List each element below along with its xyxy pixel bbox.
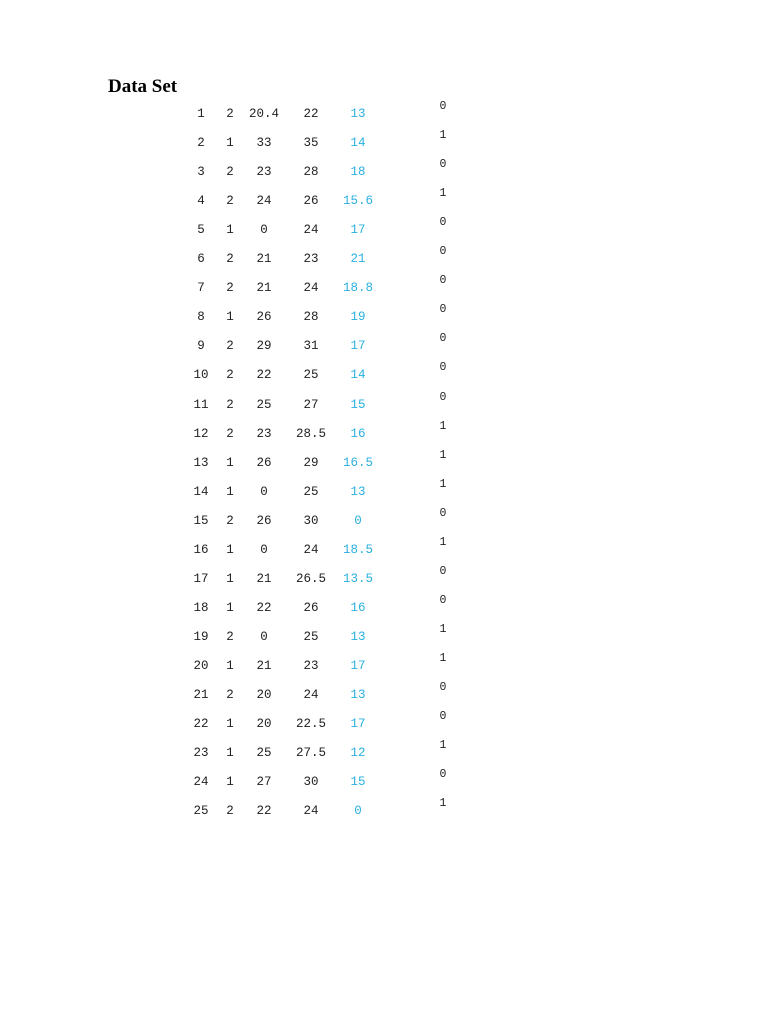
value-c-cell: 25 (303, 629, 319, 644)
value-c-cell: 24 (303, 688, 319, 702)
group-cell: 1 (226, 717, 234, 732)
value-b-cell: 23 (256, 426, 272, 441)
row-number-cell: 15 (193, 513, 209, 528)
highlight-value-cell: 16 (350, 426, 366, 441)
highlight-value-cell: 13 (350, 688, 366, 702)
table-row (0, 361, 768, 397)
value-c-cell: 23 (303, 252, 319, 267)
flag-cell: 1 (439, 477, 447, 491)
table-row (0, 768, 768, 804)
value-c-cell: 23 (303, 658, 319, 673)
group-cell: 2 (226, 194, 234, 209)
table-row (0, 419, 768, 456)
value-b-cell: 0 (260, 542, 268, 557)
value-b-cell: 25 (256, 397, 272, 412)
value-b-cell: 21 (256, 281, 272, 296)
value-b-cell: 22 (256, 368, 272, 383)
group-cell: 1 (226, 658, 234, 673)
table-row (0, 535, 768, 572)
flag-cell: 1 (439, 187, 447, 201)
table-row (0, 448, 768, 485)
group-cell: 1 (226, 746, 234, 761)
value-c-cell: 30 (303, 775, 319, 790)
table-row (0, 274, 768, 310)
table-row (0, 739, 768, 775)
highlight-value-cell: 16 (350, 600, 366, 615)
flag-cell: 1 (439, 448, 447, 462)
value-b-cell: 29 (256, 339, 272, 354)
value-b-cell: 24 (256, 194, 272, 209)
highlight-value-cell: 15 (350, 775, 366, 790)
flag-cell: 0 (439, 100, 447, 113)
group-cell: 2 (226, 165, 234, 180)
flag-cell: 0 (439, 216, 447, 230)
table-row (0, 564, 768, 601)
value-b-cell: 0 (260, 223, 268, 238)
value-b-cell: 22 (256, 600, 272, 615)
flag-cell: 0 (439, 245, 447, 259)
value-c-cell: 27 (303, 397, 319, 412)
flag-cell: 1 (439, 535, 447, 549)
value-c-cell: 22.5 (295, 717, 326, 732)
flag-cell: 0 (439, 390, 447, 404)
flag-cell: 1 (439, 622, 447, 636)
page-title: Data Set (108, 76, 178, 97)
highlight-value-cell: 14 (350, 136, 366, 151)
row-number-cell: 3 (197, 165, 205, 180)
table-row (0, 245, 768, 281)
value-c-cell: 22 (303, 107, 319, 121)
table-row (0, 710, 768, 746)
row-number-cell: 12 (193, 426, 209, 441)
highlight-value-cell: 13 (350, 107, 366, 121)
group-cell: 2 (226, 804, 234, 819)
value-b-cell: 27 (256, 775, 272, 790)
group-cell: 2 (226, 281, 234, 296)
row-number-cell: 6 (197, 252, 205, 267)
flag-cell: 1 (439, 797, 447, 811)
highlight-value-cell: 17 (350, 339, 366, 354)
flag-cell: 0 (439, 274, 447, 288)
value-c-cell: 26 (303, 194, 319, 209)
row-number-cell: 1 (197, 107, 205, 121)
value-b-cell: 25 (256, 746, 272, 761)
value-c-cell: 24 (303, 223, 319, 238)
highlight-value-cell: 18.8 (342, 281, 373, 296)
group-cell: 1 (226, 310, 234, 325)
value-b-cell: 21 (256, 658, 272, 673)
highlight-value-cell: 12 (350, 746, 366, 761)
value-c-cell: 24 (303, 804, 319, 819)
table-row (0, 681, 768, 717)
highlight-value-cell: 21 (350, 252, 366, 267)
table-row (0, 129, 768, 165)
group-cell: 2 (226, 688, 234, 702)
flag-cell: 0 (439, 332, 447, 346)
group-cell: 2 (226, 629, 234, 644)
value-b-cell: 23 (256, 165, 272, 180)
highlight-value-cell: 15 (350, 397, 366, 412)
group-cell: 2 (226, 339, 234, 354)
highlight-value-cell: 17 (350, 658, 366, 673)
table-row (0, 100, 768, 136)
table-row (0, 506, 768, 543)
value-c-cell: 24 (303, 542, 319, 557)
value-b-cell: 0 (260, 629, 268, 644)
table-row (0, 651, 768, 688)
row-number-cell: 20 (193, 658, 209, 673)
highlight-value-cell: 19 (350, 310, 366, 325)
value-b-cell: 26 (256, 310, 272, 325)
value-c-cell: 25 (303, 484, 319, 499)
highlight-value-cell: 15.6 (342, 194, 373, 209)
group-cell: 1 (226, 542, 234, 557)
value-c-cell: 28 (303, 165, 319, 180)
row-number-cell: 19 (193, 629, 209, 644)
highlight-value-cell: 13 (350, 484, 366, 499)
value-b-cell: 21 (256, 571, 272, 586)
table-row (0, 477, 768, 514)
highlight-value-cell: 13 (350, 629, 366, 644)
table-row (0, 593, 768, 630)
value-b-cell: 26 (256, 513, 272, 528)
value-c-cell: 35 (303, 136, 319, 151)
table-row (0, 332, 768, 368)
value-b-cell: 0 (260, 484, 268, 499)
flag-cell: 1 (439, 651, 447, 665)
value-b-cell: 26 (256, 455, 272, 470)
group-cell: 2 (226, 252, 234, 267)
row-number-cell: 18 (193, 600, 209, 615)
highlight-value-cell: 17 (350, 717, 366, 732)
highlight-value-cell: 18 (350, 165, 366, 180)
group-cell: 1 (226, 136, 234, 151)
group-cell: 1 (226, 484, 234, 499)
value-b-cell: 33 (256, 136, 272, 151)
table-row (0, 303, 768, 339)
flag-cell: 1 (439, 419, 447, 433)
value-b-cell: 20.4 (248, 107, 279, 121)
value-c-cell: 30 (303, 513, 319, 528)
value-c-cell: 26 (303, 600, 319, 615)
highlight-value-cell: 0 (354, 513, 362, 528)
row-number-cell: 13 (193, 455, 209, 470)
value-b-cell: 20 (256, 717, 272, 732)
flag-cell: 0 (439, 681, 447, 694)
row-number-cell: 10 (193, 368, 209, 383)
flag-cell: 0 (439, 158, 447, 172)
row-number-cell: 7 (197, 281, 205, 296)
value-b-cell: 20 (256, 688, 272, 702)
group-cell: 1 (226, 223, 234, 238)
row-number-cell: 14 (193, 484, 209, 499)
table-row (0, 797, 768, 833)
highlight-value-cell: 18.5 (342, 542, 373, 557)
value-c-cell: 24 (303, 281, 319, 296)
row-number-cell: 17 (193, 571, 209, 586)
highlight-value-cell: 13.5 (342, 571, 373, 586)
flag-cell: 0 (439, 361, 447, 375)
group-cell: 2 (226, 426, 234, 441)
row-number-cell: 24 (193, 775, 209, 790)
flag-cell: 1 (439, 739, 447, 753)
row-number-cell: 2 (197, 136, 205, 151)
highlight-value-cell: 0 (354, 804, 362, 819)
row-number-cell: 11 (193, 397, 209, 412)
row-number-cell: 21 (193, 688, 209, 702)
value-c-cell: 26.5 (295, 571, 326, 586)
row-number-cell: 4 (197, 194, 205, 209)
row-number-cell: 23 (193, 746, 209, 761)
row-number-cell: 8 (197, 310, 205, 325)
value-c-cell: 28.5 (295, 426, 326, 441)
value-c-cell: 28 (303, 310, 319, 325)
group-cell: 2 (226, 107, 234, 121)
group-cell: 1 (226, 455, 234, 470)
highlight-value-cell: 17 (350, 223, 366, 238)
flag-cell: 0 (439, 303, 447, 317)
flag-cell: 1 (439, 129, 447, 143)
row-number-cell: 25 (193, 804, 209, 819)
group-cell: 2 (226, 397, 234, 412)
table-row (0, 216, 768, 252)
row-number-cell: 16 (193, 542, 209, 557)
group-cell: 1 (226, 571, 234, 586)
value-c-cell: 31 (303, 339, 319, 354)
flag-cell: 0 (439, 593, 447, 607)
flag-cell: 0 (439, 710, 447, 724)
flag-cell: 0 (439, 564, 447, 578)
row-number-cell: 5 (197, 223, 205, 238)
row-number-cell: 22 (193, 717, 209, 732)
flag-cell: 0 (439, 768, 447, 782)
group-cell: 1 (226, 600, 234, 615)
table-row (0, 622, 768, 659)
table-row (0, 187, 768, 223)
group-cell: 1 (226, 775, 234, 790)
row-number-cell: 9 (197, 339, 205, 354)
value-c-cell: 25 (303, 368, 319, 383)
table-row (0, 390, 768, 427)
value-c-cell: 29 (303, 455, 319, 470)
table-row (0, 158, 768, 194)
value-c-cell: 27.5 (295, 746, 326, 761)
group-cell: 2 (226, 513, 234, 528)
value-b-cell: 22 (256, 804, 272, 819)
value-b-cell: 21 (256, 252, 272, 267)
group-cell: 2 (226, 368, 234, 383)
highlight-value-cell: 14 (350, 368, 366, 383)
flag-cell: 0 (439, 506, 447, 520)
highlight-value-cell: 16.5 (342, 455, 373, 470)
